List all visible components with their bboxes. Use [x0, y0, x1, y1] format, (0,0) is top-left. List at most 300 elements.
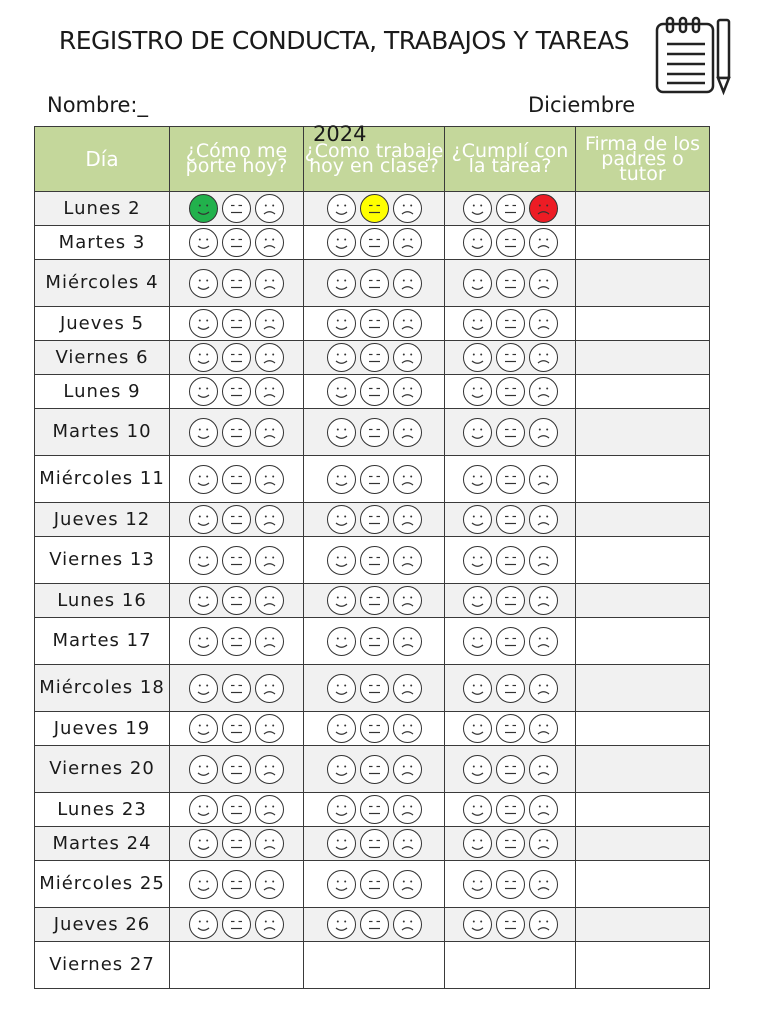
conduct-faces-cell	[170, 456, 304, 503]
table-row	[35, 827, 710, 861]
column-header-conduct: ¿Cómo me porte hoy?	[170, 127, 304, 192]
conduct-faces-cell	[170, 908, 304, 942]
neutral-face-icon[interactable]	[221, 308, 252, 339]
sad-face-icon[interactable]	[528, 909, 559, 940]
happy-face-icon[interactable]	[326, 673, 357, 704]
neutral-face-icon[interactable]	[221, 227, 252, 258]
table-row	[35, 665, 710, 712]
sad-face-icon[interactable]	[254, 464, 285, 495]
sad-face-icon[interactable]	[392, 909, 423, 940]
conduct-faces-cell	[170, 584, 304, 618]
work-faces-cell	[304, 307, 445, 341]
conduct-faces-cell	[170, 861, 304, 908]
work-faces-cell	[304, 827, 445, 861]
table-row	[35, 793, 710, 827]
sad-face-icon[interactable]	[528, 585, 559, 616]
neutral-face-icon[interactable]	[495, 308, 526, 339]
sad-face-icon[interactable]	[528, 342, 559, 373]
happy-face-icon[interactable]	[326, 626, 357, 657]
neutral-face-icon[interactable]	[495, 626, 526, 657]
neutral-face-icon[interactable]	[495, 268, 526, 299]
sad-face-icon[interactable]	[528, 545, 559, 576]
sad-face-icon[interactable]	[254, 342, 285, 373]
day-cell: Martes 10	[35, 409, 170, 456]
neutral-face-icon[interactable]	[221, 794, 252, 825]
homework-faces-cell	[445, 584, 576, 618]
neutral-face-icon[interactable]	[221, 626, 252, 657]
day-cell: Miércoles 11	[35, 456, 170, 503]
conduct-faces-cell	[170, 503, 304, 537]
happy-face-icon[interactable]	[326, 268, 357, 299]
sad-face-icon[interactable]	[254, 754, 285, 785]
happy-face-icon[interactable]	[462, 376, 493, 407]
homework-faces-cell	[445, 793, 576, 827]
table-row	[35, 908, 710, 942]
sad-face-icon[interactable]	[254, 673, 285, 704]
work-faces-cell	[304, 409, 445, 456]
signature-cell[interactable]	[576, 307, 710, 341]
happy-face-icon[interactable]	[326, 504, 357, 535]
happy-face-icon[interactable]	[462, 869, 493, 900]
table-header-row	[35, 127, 710, 192]
happy-face-icon[interactable]	[188, 909, 219, 940]
neutral-face-icon[interactable]	[359, 376, 390, 407]
table-row	[35, 861, 710, 908]
signature-cell[interactable]	[576, 260, 710, 307]
name-field: Nombre:_	[47, 93, 149, 117]
work-faces-cell	[304, 584, 445, 618]
signature-cell[interactable]	[576, 456, 710, 503]
signature-cell[interactable]	[576, 192, 710, 226]
happy-face-icon[interactable]	[326, 754, 357, 785]
happy-face-icon[interactable]	[188, 464, 219, 495]
happy-face-icon[interactable]	[326, 794, 357, 825]
year-label: 2024	[313, 122, 367, 146]
sad-face-icon[interactable]	[528, 308, 559, 339]
neutral-face-icon[interactable]	[495, 342, 526, 373]
work-faces-cell	[304, 260, 445, 307]
sad-face-icon[interactable]	[528, 193, 559, 224]
day-cell: Jueves 12	[35, 503, 170, 537]
table-row	[35, 307, 710, 341]
work-faces-cell	[304, 226, 445, 260]
work-faces-cell	[304, 665, 445, 712]
neutral-face-icon[interactable]	[495, 545, 526, 576]
day-cell: Miércoles 25	[35, 861, 170, 908]
conduct-faces-cell	[170, 537, 304, 584]
conduct-faces-cell	[170, 665, 304, 712]
signature-cell[interactable]	[576, 503, 710, 537]
signature-cell[interactable]	[576, 793, 710, 827]
neutral-face-icon[interactable]	[359, 673, 390, 704]
neutral-face-icon[interactable]	[359, 464, 390, 495]
sad-face-icon[interactable]	[254, 909, 285, 940]
sad-face-icon[interactable]	[528, 504, 559, 535]
sad-face-icon[interactable]	[392, 754, 423, 785]
homework-faces-cell	[445, 827, 576, 861]
sad-face-icon[interactable]	[254, 308, 285, 339]
happy-face-icon[interactable]	[326, 713, 357, 744]
work-faces-cell	[304, 503, 445, 537]
happy-face-icon[interactable]	[188, 417, 219, 448]
sad-face-icon[interactable]	[392, 464, 423, 495]
happy-face-icon[interactable]	[188, 545, 219, 576]
neutral-face-icon[interactable]	[221, 417, 252, 448]
neutral-face-icon[interactable]	[495, 713, 526, 744]
homework-faces-cell	[445, 665, 576, 712]
signature-cell[interactable]	[576, 226, 710, 260]
sad-face-icon[interactable]	[254, 585, 285, 616]
happy-face-icon[interactable]	[462, 673, 493, 704]
happy-face-icon[interactable]	[188, 626, 219, 657]
table-row	[35, 409, 710, 456]
happy-face-icon[interactable]	[462, 545, 493, 576]
work-faces-cell	[304, 375, 445, 409]
month-label: Diciembre	[528, 93, 636, 117]
happy-face-icon[interactable]	[188, 794, 219, 825]
day-cell: Viernes 20	[35, 746, 170, 793]
neutral-face-icon[interactable]	[495, 193, 526, 224]
neutral-face-icon[interactable]	[495, 227, 526, 258]
sad-face-icon[interactable]	[254, 227, 285, 258]
day-cell: Viernes 13	[35, 537, 170, 584]
happy-face-icon[interactable]	[326, 869, 357, 900]
happy-face-icon[interactable]	[188, 828, 219, 859]
happy-face-icon[interactable]	[462, 585, 493, 616]
happy-face-icon[interactable]	[188, 754, 219, 785]
neutral-face-icon[interactable]	[221, 673, 252, 704]
happy-face-icon[interactable]	[326, 585, 357, 616]
signature-cell[interactable]	[576, 712, 710, 746]
happy-face-icon[interactable]	[462, 909, 493, 940]
signature-cell[interactable]	[576, 942, 710, 989]
happy-face-icon[interactable]	[462, 626, 493, 657]
neutral-face-icon[interactable]	[495, 464, 526, 495]
neutral-face-icon[interactable]	[221, 909, 252, 940]
homework-faces-cell	[445, 537, 576, 584]
happy-face-icon[interactable]	[326, 308, 357, 339]
sad-face-icon[interactable]	[254, 545, 285, 576]
neutral-face-icon[interactable]	[359, 626, 390, 657]
homework-faces-cell	[445, 307, 576, 341]
sad-face-icon[interactable]	[254, 268, 285, 299]
sad-face-icon[interactable]	[254, 504, 285, 535]
table-row	[35, 341, 710, 375]
sad-face-icon[interactable]	[392, 417, 423, 448]
happy-face-icon[interactable]	[188, 585, 219, 616]
sad-face-icon[interactable]	[254, 713, 285, 744]
neutral-face-icon[interactable]	[359, 713, 390, 744]
work-faces-cell	[304, 341, 445, 375]
day-cell: Martes 24	[35, 827, 170, 861]
table-row	[35, 618, 710, 665]
sad-face-icon[interactable]	[392, 308, 423, 339]
happy-face-icon[interactable]	[462, 193, 493, 224]
sad-face-icon[interactable]	[392, 268, 423, 299]
sad-face-icon[interactable]	[528, 417, 559, 448]
sad-face-icon[interactable]	[392, 626, 423, 657]
happy-face-icon[interactable]	[462, 342, 493, 373]
day-cell: Martes 17	[35, 618, 170, 665]
neutral-face-icon[interactable]	[495, 754, 526, 785]
happy-face-icon[interactable]	[188, 713, 219, 744]
neutral-face-icon[interactable]	[495, 417, 526, 448]
neutral-face-icon[interactable]	[221, 828, 252, 859]
table-row	[35, 260, 710, 307]
neutral-face-icon[interactable]	[495, 869, 526, 900]
neutral-face-icon[interactable]	[495, 828, 526, 859]
conduct-table	[34, 126, 710, 989]
sad-face-icon[interactable]	[392, 227, 423, 258]
neutral-face-icon[interactable]	[359, 545, 390, 576]
column-header-homework: ¿Cumplí con la tarea?	[445, 127, 576, 192]
day-cell: Viernes 6	[35, 341, 170, 375]
conduct-faces-cell	[170, 226, 304, 260]
signature-cell[interactable]	[576, 665, 710, 712]
neutral-face-icon[interactable]	[359, 193, 390, 224]
sad-face-icon[interactable]	[528, 464, 559, 495]
happy-face-icon[interactable]	[462, 268, 493, 299]
table-row	[35, 456, 710, 503]
homework-faces-cell	[445, 409, 576, 456]
signature-cell[interactable]	[576, 341, 710, 375]
happy-face-icon[interactable]	[188, 869, 219, 900]
sad-face-icon[interactable]	[528, 713, 559, 744]
happy-face-icon[interactable]	[462, 828, 493, 859]
neutral-face-icon[interactable]	[359, 308, 390, 339]
table-row	[35, 584, 710, 618]
sad-face-icon[interactable]	[254, 869, 285, 900]
signature-cell[interactable]	[576, 537, 710, 584]
work-faces-cell	[304, 908, 445, 942]
homework-faces-cell	[445, 908, 576, 942]
happy-face-icon[interactable]	[462, 227, 493, 258]
conduct-faces-cell	[170, 409, 304, 456]
signature-cell[interactable]	[576, 861, 710, 908]
work-faces-cell	[304, 942, 445, 989]
sad-face-icon[interactable]	[392, 828, 423, 859]
neutral-face-icon[interactable]	[359, 268, 390, 299]
neutral-face-icon[interactable]	[359, 504, 390, 535]
homework-faces-cell	[445, 226, 576, 260]
signature-cell[interactable]	[576, 375, 710, 409]
sad-face-icon[interactable]	[528, 376, 559, 407]
happy-face-icon[interactable]	[326, 417, 357, 448]
sad-face-icon[interactable]	[254, 828, 285, 859]
signature-cell[interactable]	[576, 908, 710, 942]
homework-faces-cell	[445, 192, 576, 226]
sad-face-icon[interactable]	[392, 585, 423, 616]
homework-faces-cell	[445, 260, 576, 307]
homework-faces-cell	[445, 375, 576, 409]
neutral-face-icon[interactable]	[359, 227, 390, 258]
neutral-face-icon[interactable]	[359, 417, 390, 448]
conduct-faces-cell	[170, 827, 304, 861]
column-header-signature: Firma de los padres o tutor	[576, 127, 710, 192]
neutral-face-icon[interactable]	[359, 909, 390, 940]
happy-face-icon[interactable]	[326, 464, 357, 495]
neutral-face-icon[interactable]	[221, 754, 252, 785]
neutral-face-icon[interactable]	[221, 193, 252, 224]
page-title: REGISTRO DE CONDUCTA, TRABAJOS Y TAREAS	[58, 26, 630, 55]
happy-face-icon[interactable]	[326, 342, 357, 373]
day-cell: Miércoles 18	[35, 665, 170, 712]
happy-face-icon[interactable]	[462, 308, 493, 339]
sad-face-icon[interactable]	[254, 417, 285, 448]
signature-cell[interactable]	[576, 618, 710, 665]
neutral-face-icon[interactable]	[221, 504, 252, 535]
work-faces-cell	[304, 861, 445, 908]
neutral-face-icon[interactable]	[221, 376, 252, 407]
signature-cell[interactable]	[576, 584, 710, 618]
column-header-work: ¿Como trabaje hoy en clase?	[304, 127, 445, 192]
column-header-day: Día	[35, 127, 170, 192]
work-faces-cell	[304, 793, 445, 827]
neutral-face-icon[interactable]	[221, 585, 252, 616]
table-row	[35, 746, 710, 793]
happy-face-icon[interactable]	[462, 713, 493, 744]
sad-face-icon[interactable]	[254, 794, 285, 825]
day-cell: Jueves 26	[35, 908, 170, 942]
homework-faces-cell	[445, 861, 576, 908]
conduct-faces-cell	[170, 746, 304, 793]
neutral-face-icon[interactable]	[359, 585, 390, 616]
table-row	[35, 537, 710, 584]
sad-face-icon[interactable]	[392, 794, 423, 825]
happy-face-icon[interactable]	[188, 268, 219, 299]
neutral-face-icon[interactable]	[495, 376, 526, 407]
sad-face-icon[interactable]	[392, 193, 423, 224]
sad-face-icon[interactable]	[254, 376, 285, 407]
happy-face-icon[interactable]	[462, 794, 493, 825]
day-cell: Lunes 2	[35, 192, 170, 226]
homework-faces-cell	[445, 712, 576, 746]
table-row	[35, 712, 710, 746]
conduct-faces-cell	[170, 618, 304, 665]
happy-face-icon[interactable]	[188, 193, 219, 224]
neutral-face-icon[interactable]	[221, 869, 252, 900]
happy-face-icon[interactable]	[188, 376, 219, 407]
day-cell: Jueves 19	[35, 712, 170, 746]
sad-face-icon[interactable]	[528, 227, 559, 258]
day-cell: Viernes 27	[35, 942, 170, 989]
conduct-faces-cell	[170, 192, 304, 226]
happy-face-icon[interactable]	[188, 227, 219, 258]
table-row	[35, 226, 710, 260]
work-faces-cell	[304, 712, 445, 746]
conduct-faces-cell	[170, 793, 304, 827]
happy-face-icon[interactable]	[326, 909, 357, 940]
happy-face-icon[interactable]	[326, 193, 357, 224]
sad-face-icon[interactable]	[392, 504, 423, 535]
happy-face-icon[interactable]	[188, 673, 219, 704]
neutral-face-icon[interactable]	[359, 342, 390, 373]
work-faces-cell	[304, 537, 445, 584]
conduct-faces-cell	[170, 942, 304, 989]
neutral-face-icon[interactable]	[221, 268, 252, 299]
work-faces-cell	[304, 456, 445, 503]
happy-face-icon[interactable]	[462, 417, 493, 448]
sad-face-icon[interactable]	[254, 193, 285, 224]
sad-face-icon[interactable]	[392, 342, 423, 373]
work-faces-cell	[304, 746, 445, 793]
neutral-face-icon[interactable]	[359, 828, 390, 859]
happy-face-icon[interactable]	[188, 342, 219, 373]
happy-face-icon[interactable]	[462, 464, 493, 495]
neutral-face-icon[interactable]	[495, 585, 526, 616]
day-cell: Jueves 5	[35, 307, 170, 341]
sad-face-icon[interactable]	[528, 828, 559, 859]
conduct-faces-cell	[170, 260, 304, 307]
sad-face-icon[interactable]	[392, 545, 423, 576]
conduct-faces-cell	[170, 375, 304, 409]
neutral-face-icon[interactable]	[221, 713, 252, 744]
sad-face-icon[interactable]	[528, 794, 559, 825]
sad-face-icon[interactable]	[392, 869, 423, 900]
notebook-pencil-icon	[653, 16, 733, 96]
homework-faces-cell	[445, 456, 576, 503]
sad-face-icon[interactable]	[392, 376, 423, 407]
sad-face-icon[interactable]	[392, 713, 423, 744]
happy-face-icon[interactable]	[462, 504, 493, 535]
happy-face-icon[interactable]	[462, 754, 493, 785]
signature-cell[interactable]	[576, 746, 710, 793]
happy-face-icon[interactable]	[188, 504, 219, 535]
neutral-face-icon[interactable]	[495, 504, 526, 535]
happy-face-icon[interactable]	[326, 376, 357, 407]
neutral-face-icon[interactable]	[359, 754, 390, 785]
table-row	[35, 503, 710, 537]
conduct-faces-cell	[170, 712, 304, 746]
happy-face-icon[interactable]	[326, 545, 357, 576]
day-cell: Miércoles 4	[35, 260, 170, 307]
table-row	[35, 192, 710, 226]
neutral-face-icon[interactable]	[221, 342, 252, 373]
happy-face-icon[interactable]	[326, 227, 357, 258]
neutral-face-icon[interactable]	[221, 545, 252, 576]
neutral-face-icon[interactable]	[359, 794, 390, 825]
table-row	[35, 375, 710, 409]
neutral-face-icon[interactable]	[221, 464, 252, 495]
neutral-face-icon[interactable]	[495, 909, 526, 940]
conduct-faces-cell	[170, 341, 304, 375]
homework-faces-cell	[445, 942, 576, 989]
homework-faces-cell	[445, 503, 576, 537]
table-row	[35, 942, 710, 989]
signature-cell[interactable]	[576, 827, 710, 861]
sad-face-icon[interactable]	[254, 626, 285, 657]
neutral-face-icon[interactable]	[495, 673, 526, 704]
sad-face-icon[interactable]	[528, 626, 559, 657]
signature-cell[interactable]	[576, 409, 710, 456]
work-faces-cell	[304, 192, 445, 226]
sad-face-icon[interactable]	[528, 754, 559, 785]
sad-face-icon[interactable]	[528, 869, 559, 900]
work-faces-cell	[304, 618, 445, 665]
happy-face-icon[interactable]	[326, 828, 357, 859]
sad-face-icon[interactable]	[528, 673, 559, 704]
day-cell: Lunes 23	[35, 793, 170, 827]
homework-faces-cell	[445, 618, 576, 665]
sad-face-icon[interactable]	[528, 268, 559, 299]
day-cell: Martes 3	[35, 226, 170, 260]
sad-face-icon[interactable]	[392, 673, 423, 704]
neutral-face-icon[interactable]	[359, 869, 390, 900]
neutral-face-icon[interactable]	[495, 794, 526, 825]
homework-faces-cell	[445, 746, 576, 793]
happy-face-icon[interactable]	[188, 308, 219, 339]
day-cell: Lunes 16	[35, 584, 170, 618]
